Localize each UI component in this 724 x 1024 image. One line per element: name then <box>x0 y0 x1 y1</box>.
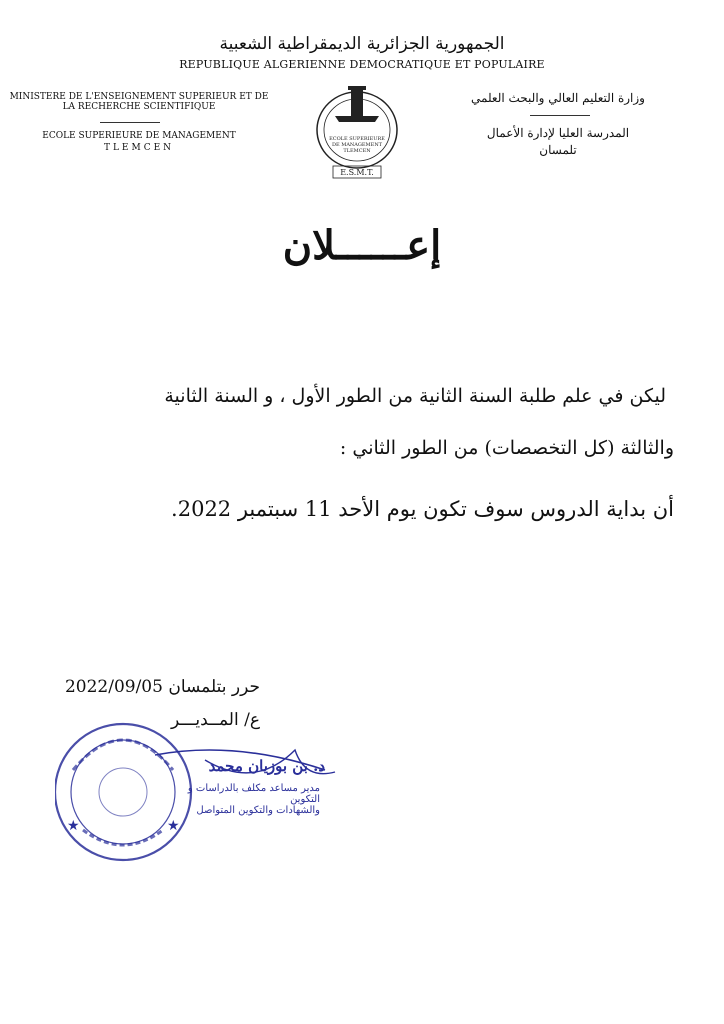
divider <box>100 122 160 123</box>
republic-name-french: REPUBLIQUE ALGERIENNE DEMOCRATIQUE ET POPULAIRE <box>179 58 545 71</box>
city-name-arabic: تلمسان <box>539 143 577 157</box>
city-name-french: TLEMCEN <box>103 143 175 153</box>
school-name-french: ECOLE SUPERIEURE DE MANAGEMENT <box>42 131 236 141</box>
logo-text-line2: DE MANAGEMENT <box>331 142 383 148</box>
place-and-date: حرر بتلمسان 2022/09/05 <box>64 677 260 697</box>
logo-text-line1: ECOLE SUPERIEURE <box>329 136 385 142</box>
ministry-name-arabic: وزارة التعليم العالي والبحث العلمي <box>471 91 645 105</box>
signer-department: والشهادات والتكوين المتواصل <box>196 805 320 816</box>
divider <box>530 115 590 116</box>
logo-text-line3: TLEMCEN <box>343 148 371 154</box>
school-name-arabic: المدرسة العليا لإدارة الأعمال <box>486 126 630 140</box>
signer-name: د. بن بوزيان محمد <box>208 757 325 775</box>
announcement-line: أن بداية الدروس سوف تكون يوم الأحد 11 سبتمبر 2022. <box>171 497 674 521</box>
announcement-line: ليكن في علم طلبة السنة الثانية من الطور الأول ، و السنة الثانية <box>164 385 666 407</box>
signer-title: مدير مساعد مكلف بالدراسات و التكوين <box>187 783 320 805</box>
announcement-title: إعــــــلان <box>282 222 442 269</box>
star-icon: ★ <box>67 818 80 834</box>
ministry-name-french: MINISTERE DE L'ENSEIGNEMENT SUPERIEUR ET DE LA RECHERCHE SCIENTIFIQUE <box>9 92 269 112</box>
director-label: ع/ المــديـــر <box>171 710 260 730</box>
logo-abbreviation: E.S.M.T. <box>340 168 374 177</box>
announcement-line: والثالثة (كل التخصصات) من الطور الثاني : <box>339 437 674 459</box>
star-icon: ★ <box>167 818 180 834</box>
school-logo <box>305 82 409 184</box>
republic-name-arabic: الجمهورية الجزائرية الديمقراطية الشعبية <box>219 34 505 54</box>
